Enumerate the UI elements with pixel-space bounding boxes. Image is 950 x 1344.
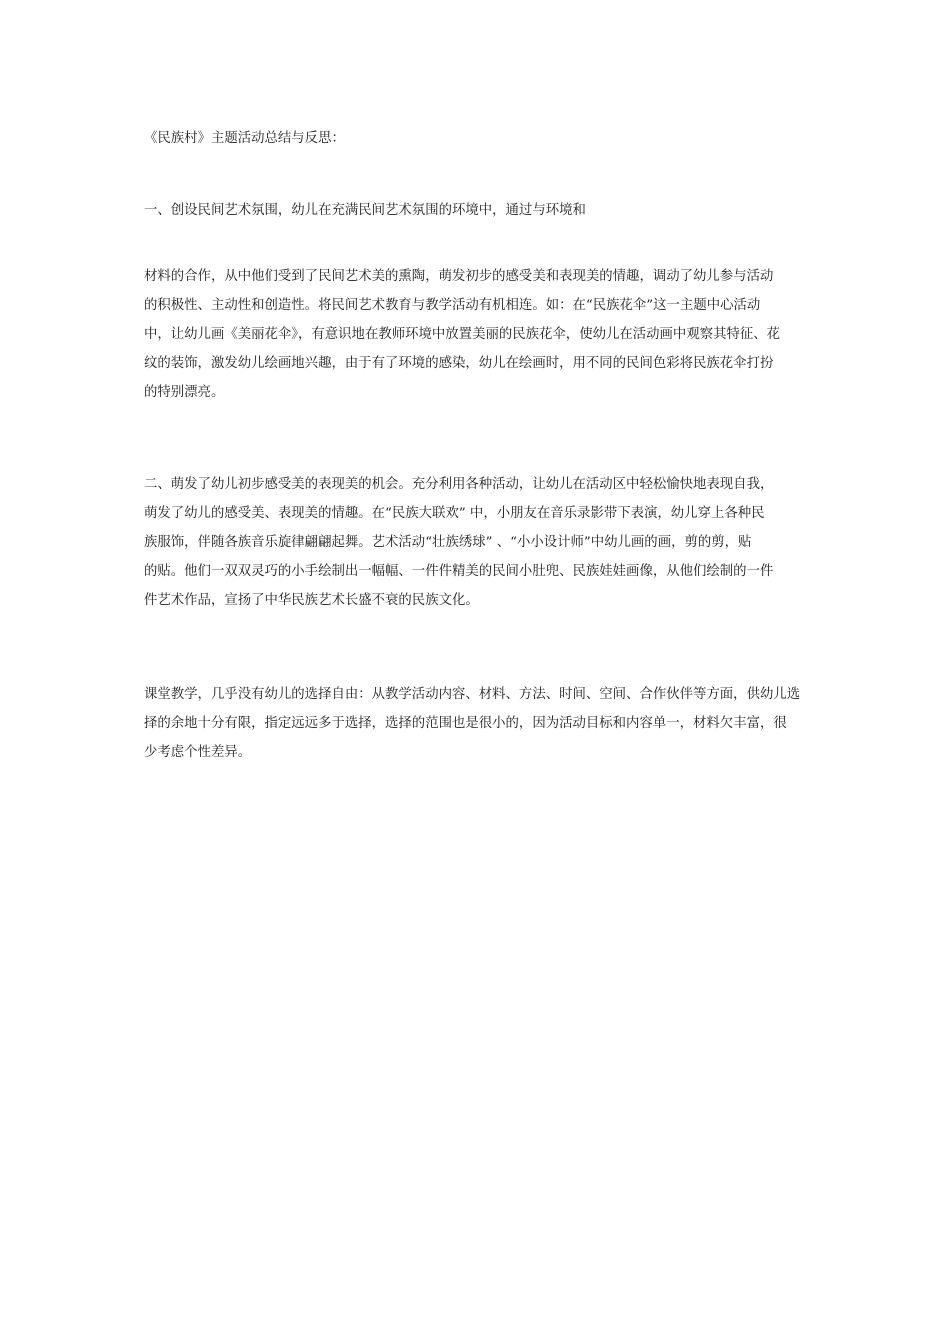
section-1-heading [144, 196, 808, 225]
paragraph-line: 萌发了幼儿的感受美、表现美的情趣。在“民族大联欢” 中，小朋友在音乐录影带下表演，幼儿穿上各种民 [144, 506, 765, 521]
paragraph-line: 择的余地十分有限，指定远远多于选择，选择的范围也是很小的，因为活动目标和内容单一，材料欠丰富，很 [144, 716, 787, 731]
paragraph-line: 二、萌发了幼儿初步感受美的表现美的机会。充分利用各种活动，让幼儿在活动区中轻松愉快地表现自我， [144, 477, 774, 492]
section-2-paragraph [144, 470, 808, 615]
section-1-heading-line: 一、创设民间艺术氛围，幼儿在充满民间艺术氛围的环境中，通过与环境和 [144, 203, 586, 218]
paragraph-line: 纹的装饰，激发幼儿绘画地兴趣，由于有了环境的感染，幼儿在绘画时，用不同的民间色彩将民族花伞打扮 [144, 356, 774, 371]
document-title [144, 124, 808, 153]
section-3-paragraph [144, 680, 808, 767]
paragraph-line: 的贴。他们一双双灵巧的小手绘制出一幅幅、一件件精美的民间小肚兜、民族娃娃画像，从他们绘制的一件 [144, 564, 774, 579]
paragraph-line: 的积极性、主动性和创造性。将民间艺术教育与教学活动有机相连。如：在“民族花伞”这一主题中心活动 [144, 298, 761, 313]
paragraph-line: 的特别漂亮。 [144, 385, 225, 400]
paragraph-line: 族服饰，伴随各族音乐旋律翩翩起舞。艺术活动“壮族绣球” 、“小小设计师”中幼儿画的画，剪的剪，贴 [144, 535, 752, 550]
paragraph-line: 少考虑个性差异。 [144, 745, 252, 760]
paragraph-line: 中，让幼儿画《美丽花伞》，有意识地在教师环境中放置美丽的民族花伞，使幼儿在活动画中观察其特征、花 [144, 327, 781, 342]
paragraph-line: 课堂教学，几乎没有幼儿的选择自由：从教学活动内容、材料、方法、时间、空间、合作伙伴等方面，供幼儿选 [144, 687, 801, 702]
section-1-paragraph [144, 262, 808, 407]
paragraph-line: 件艺术作品，宣扬了中华民族艺术长盛不衰的民族文化。 [144, 593, 479, 608]
title-line: 《民族村》主题活动总结与反思： [144, 131, 345, 146]
paragraph-line: 材料的合作，从中他们受到了民间艺术美的熏陶，萌发初步的感受美和表现美的情趣，调动了幼儿参与活动 [144, 269, 774, 284]
